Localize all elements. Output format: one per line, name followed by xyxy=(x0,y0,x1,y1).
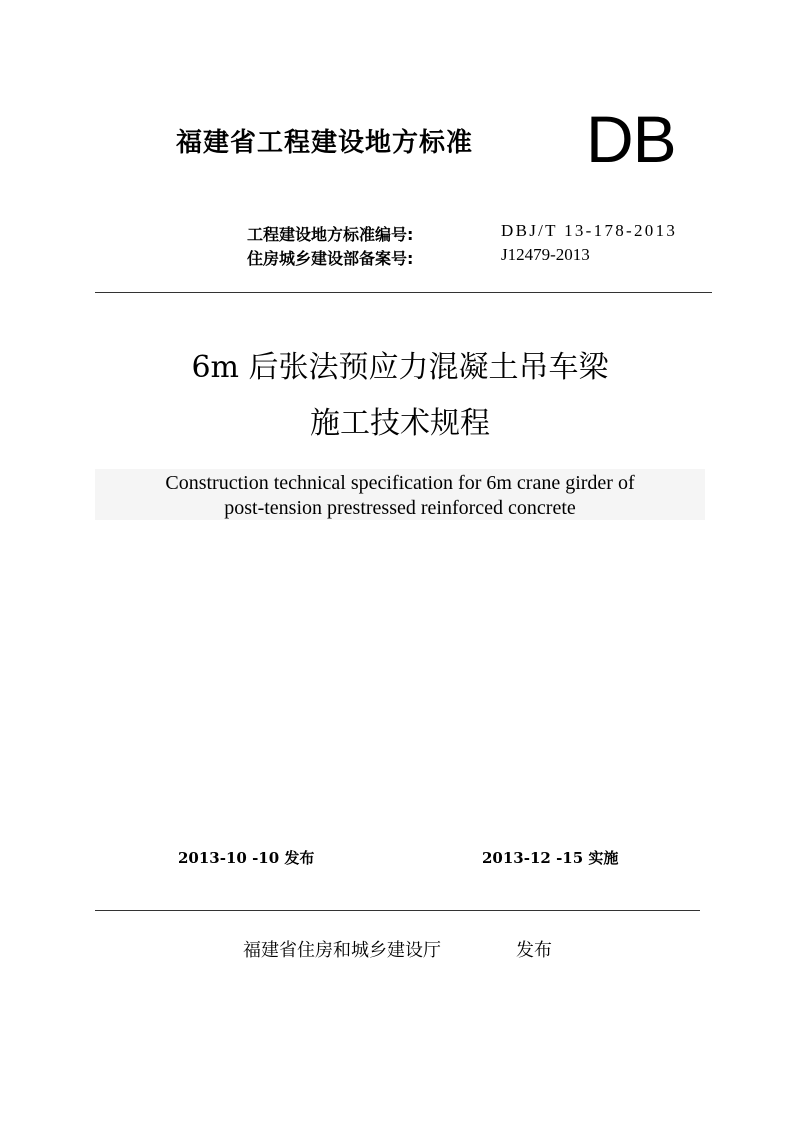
chinese-title-line-1: 6m 后张法预应力混凝土吊车梁 xyxy=(191,350,609,385)
english-title-line-2: post-tension prestressed reinforced concrete xyxy=(224,497,576,519)
issue-date: 2013-10 -10 发布 xyxy=(178,849,315,867)
header-title: 福建省工程建设地方标准 xyxy=(176,128,474,158)
english-title-line-1: Construction technical specification for 6m crane girder of xyxy=(165,472,635,494)
publisher-name: 福建省住房和城乡建设厅 xyxy=(243,940,441,961)
db-mark: DB xyxy=(586,102,676,176)
standard-number-value: DBJ/T 13-178-2013 xyxy=(501,221,678,240)
record-number-label: 住房城乡建设部备案号: xyxy=(247,249,414,268)
implementation-date: 2013-12 -15 实施 xyxy=(482,849,619,867)
record-number-value: J12479-2013 xyxy=(501,245,590,264)
publish-label: 发布 xyxy=(516,940,552,961)
bottom-divider xyxy=(95,910,700,911)
chinese-title-line-2: 施工技术规程 xyxy=(310,406,490,441)
standard-number-label: 工程建设地方标准编号: xyxy=(247,225,414,244)
top-divider xyxy=(95,292,712,293)
